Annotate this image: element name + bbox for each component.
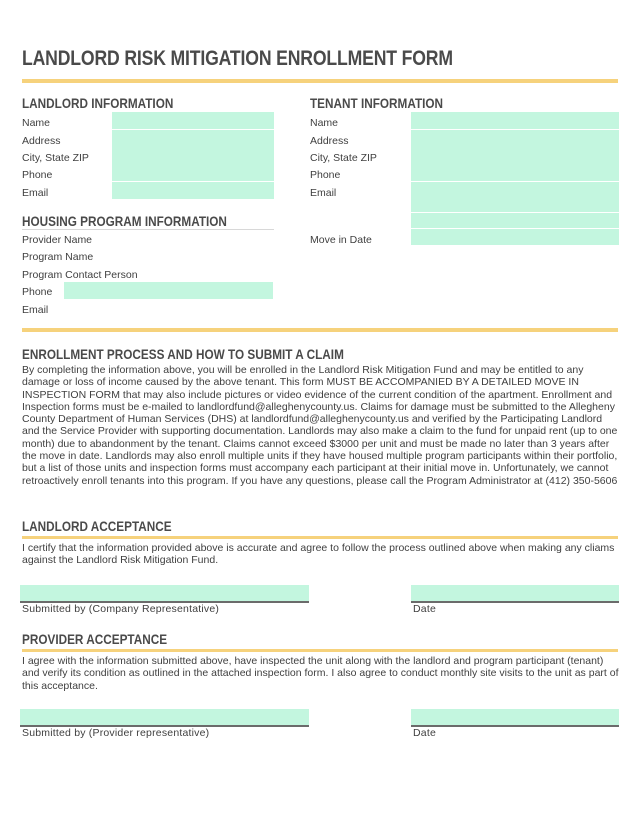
landlord-city-label: City, State ZIP (22, 152, 89, 164)
program-contact-label: Program Contact Person (22, 269, 138, 281)
tenant-city-field[interactable] (411, 147, 619, 164)
landlord-signature-label: Submitted by (Company Representative) (22, 603, 220, 615)
provider-name-label: Provider Name (22, 234, 93, 246)
provider-acceptance-rule (22, 649, 618, 652)
landlord-acceptance-heading: LANDLORD ACCEPTANCE (22, 518, 172, 534)
landlord-signature-field[interactable] (20, 585, 309, 603)
landlord-acceptance-body: I certify that the information provided above is accurate and agree to follow the process outlined above when making any cliams against the Landlord Risk Mitigation Fund. (22, 542, 615, 567)
program-phone-label: Phone (22, 286, 53, 298)
landlord-phone-field[interactable] (112, 164, 274, 181)
page-title: LANDLORD RISK MITIGATION ENROLLMENT FORM (22, 46, 453, 70)
landlord-city-field[interactable] (112, 147, 274, 164)
landlord-date-label: Date (413, 603, 436, 615)
landlord-phone-label: Phone (22, 169, 53, 181)
tenant-extra-field-2[interactable] (411, 213, 619, 228)
tenant-move-in-label: Move in Date (310, 234, 372, 246)
move-in-date-field[interactable] (411, 229, 619, 245)
program-email-label: Email (22, 304, 49, 316)
tenant-phone-field[interactable] (411, 164, 619, 181)
landlord-email-field[interactable] (112, 182, 274, 199)
program-phone-field[interactable] (64, 282, 273, 299)
tenant-info-heading: TENANT INFORMATION (310, 95, 444, 111)
provider-acceptance-body: I agree with the information submitted above, have inspected the unit along with the landlord and program participant (tenant) and verify its condition as outlined in the attached inspection form. I also agree to conduct monthly site visits to the unit as part of this acceptance. (22, 655, 619, 692)
housing-program-underline (22, 229, 274, 230)
landlord-acceptance-rule (22, 536, 618, 539)
tenant-phone-label: Phone (310, 169, 341, 181)
section-rule (22, 328, 618, 332)
provider-signature-label: Submitted by (Provider representative) (22, 727, 210, 739)
housing-program-heading: HOUSING PROGRAM INFORMATION (22, 213, 227, 229)
enrollment-body: By completing the information above, you will be enrolled in the Landlord Risk Mitigation Fund and may be entitled to any damage or loss of income caused by the above tenant. This form MUST BE ACCOMPANIED BY A DETAILED MOVE IN INSPECTION FORM that may also include pictures or video evidence of the current condition of the apartment. Enrollment and Inspection forms must be e-mailed to landlordfund@alleghenycounty.us. Claims for damage must be submitted to the Allegheny County Department of Human Services (DHS) at landlordfund@alleghenycounty.us and verified by the Participating Landlord and the Service Provider with supporting documentation. Landlords may also make a claim to the fund for unpaid rent (up to one month) due to abandonment by the tenant. Claims cannot exceed $3000 per unit and must be made no later than 3 years after the move in date. Landlords may also enroll multiple units if they have housed multiple program participants within their portfolio, but a list of those units and inspection forms must accompany each participant at their initial move in. Unfortunately, we cannot retroactively enroll tenants into this program. If you have any questions, please call the Program Administrator at (412) 350-5606 (22, 364, 618, 487)
landlord-name-label: Name (22, 117, 51, 129)
landlord-name-field[interactable] (112, 112, 274, 129)
tenant-email-field[interactable] (411, 182, 619, 199)
landlord-email-label: Email (22, 187, 49, 199)
tenant-address-label: Address (310, 135, 349, 147)
landlord-info-heading: LANDLORD INFORMATION (22, 95, 174, 111)
provider-acceptance-heading: PROVIDER ACCEPTANCE (22, 631, 168, 647)
landlord-address-label: Address (22, 135, 61, 147)
tenant-city-label: City, State ZIP (310, 152, 377, 164)
landlord-address-field[interactable] (112, 130, 274, 147)
tenant-extra-field[interactable] (411, 199, 619, 212)
tenant-address-field[interactable] (411, 130, 619, 147)
program-name-label: Program Name (22, 251, 94, 263)
provider-date-field[interactable] (411, 709, 619, 727)
title-rule (22, 79, 618, 83)
provider-date-label: Date (413, 727, 436, 739)
tenant-email-label: Email (310, 187, 337, 199)
landlord-date-field[interactable] (411, 585, 619, 603)
provider-signature-field[interactable] (20, 709, 309, 727)
tenant-name-label: Name (310, 117, 339, 129)
tenant-name-field[interactable] (411, 112, 619, 129)
enrollment-heading: ENROLLMENT PROCESS AND HOW TO SUBMIT A CLAIM (22, 346, 344, 362)
